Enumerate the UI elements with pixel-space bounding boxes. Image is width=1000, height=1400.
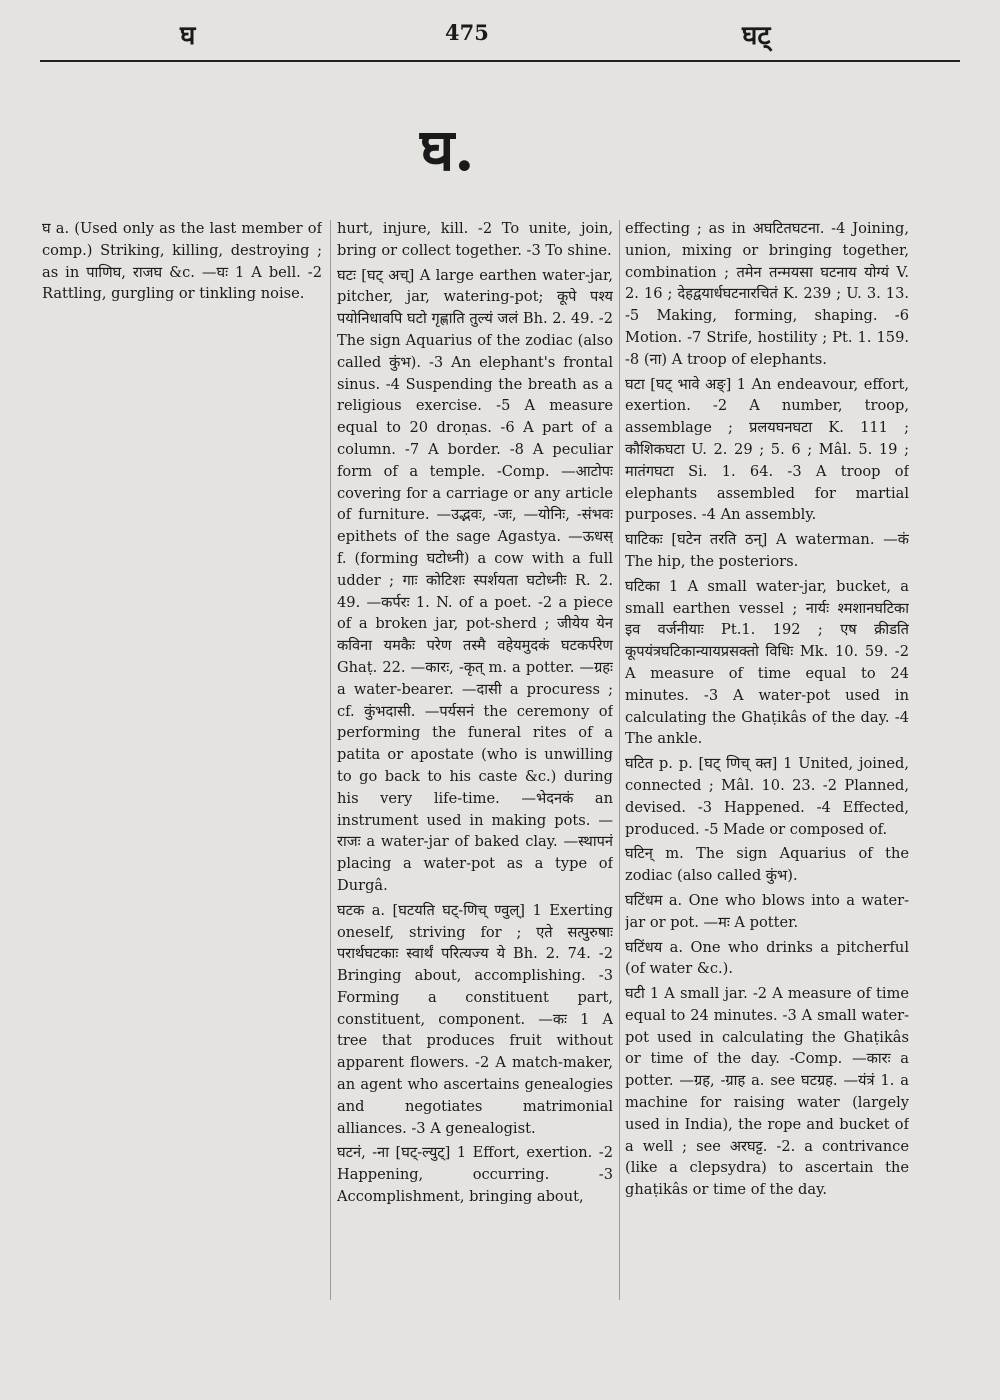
column-divider <box>619 220 620 1300</box>
dictionary-entry: घटित p. p. [घट् णिच् क्त] 1 United, joined, connected ; Mâl. 10. 23. -2 Planned, devised. -3 Happened. -4 Effected, produced. -5 Made or composed of. <box>625 755 909 838</box>
column-1 <box>42 218 322 1303</box>
page-number: 475 <box>445 20 489 45</box>
dictionary-entry: घटिंधय a. One who drinks a pitcherful (of water &c.). <box>625 938 909 978</box>
dictionary-entry: घटिंधम a. One who blows into a water-jar or pot. —मः A potter. <box>625 891 909 931</box>
page-header <box>40 14 960 54</box>
dictionary-entry: hurt, injure, kill. -2 To unite, join, bring or collect together. -3 To shine. <box>337 220 613 259</box>
header-rule <box>40 60 960 62</box>
dictionary-entry: घटक a. [घटयति घट्-णिच् ण्वुल्] 1 Exerting oneself, striving for ; एते सत्पुरुषाः परार्थघटकाः स्वार्थं परित्यज्य ये Bh. 2. 74. -2 Bringing about, accomplishing. -3 Forming a constituent part, constituent, component. —कः 1 A tree that produces fruit without apparent flowers. -2 A match-maker, an agent who ascertains genealogies and negotiates matrimonial alliances. -3 A genealogist. <box>337 901 613 1137</box>
dictionary-entry: घ a. (Used only as the last member of comp.) Striking, killing, destroying ; as in पाणिघ, राजघ &c. —घः 1 A bell. -2 Rattling, gurgling or tinkling noise. <box>42 220 322 303</box>
column-3 <box>625 218 909 1303</box>
dictionary-entry: घटा [घट् भावे अङ्] 1 An endeavour, effort, exertion. -2 A number, troop, assemblage ; प्रलयघनघटा K. 111 ; कौशिकघटा U. 2. 29 ; 5. 6 ; Mâl. 5. 19 ; मातंगघटा Si. 1. 64. -3 A troop of elephants assembled for martial purposes. -4 An assembly. <box>625 375 909 524</box>
dictionary-entry: effecting ; as in अघटितघटना. -4 Joining, union, mixing or bringing together, combination ; तमेन तन्मयसा घटनाय योग्यं V. 2. 16 ; देहद्वयार्धघटनारचितं K. 239 ; U. 3. 13. -5 Making, forming, shaping. -6 Motion. -7 Strife, hostility ; Pt. 1. 159. -8 (ना) A troop of elephants. <box>625 220 909 368</box>
section-letter: घ. <box>420 116 475 184</box>
dictionary-entry: घटिन् m. The sign Aquarius of the zodiac (also called कुंभ). <box>625 845 909 885</box>
right-guide-word: घट् <box>742 21 771 51</box>
dictionary-entry: घटिका 1 A small water-jar, bucket, a small earthen vessel ; नार्यः श्मशानघटिका इव वर्जनीयाः Pt.1. 192 ; एष क्रीडति कूपयंत्रघटिकान्यायप्रसक्तो विधिः Mk. 10. 59. -2 A measure of time equal to 24 minutes. -3 A water-pot used in calculating the Ghaṭikâs of the day. -4 The ankle. <box>625 577 909 748</box>
left-guide-word: घ <box>180 21 196 51</box>
dictionary-entry: घाटिकः [घटेन तरति ठन्] A waterman. —कं The hip, the posteriors. <box>625 531 909 570</box>
dictionary-entry: घटनं, -ना [घट्-ल्युट्] 1 Effort, exertion. -2 Happening, occurring. -3 Accomplishment, bringing about, <box>337 1144 613 1206</box>
dictionary-entry: घटी 1 A small jar. -2 A measure of time equal to 24 minutes. -3 A small water-pot used in calculating the Ghaṭikâs or time of the day. -Comp. —कारः a potter. —ग्रह, -ग्राह a. see घटग्रह. —यंत्रं 1. a machine for raising water (largely used in India), the rope and bucket of a well ; see अरघट्ट. -2. a contrivance (like a clepsydra) to ascertain the ghaṭikâs or time of the day. <box>625 985 909 1199</box>
dictionary-entry: घटः [घट् अच्] A large earthen water-jar, pitcher, jar, watering-pot; कूपे पश्य पयोनिधावपि घटो गृह्णाति तुल्यं जलं Bh. 2. 49. -2 The sign Aquarius of the zodiac (also called कुंभ). -3 An elephant's frontal sinus. -4 Suspending the breath as a religious exercise. -5 A measure equal to 20 droṇas. -6 A part of a column. -7 A border. -8 A peculiar form of a temple. -Comp. —आटोपः covering for a carriage or any article of furniture. —उद्भवः, -जः, —योनिः, -संभवः epithets of the sage Agastya. —ऊधस् f. (forming घटोध्नी) a cow with a full udder ; गाः कोटिशः स्पर्शयता घटोध्नीः R. 2. 49. —कर्परः 1. N. of a poet. -2 a piece of a broken jar, pot-sherd ; जीयेय येन कविना यमकैः परेण तस्मै वहेयमुदकं घटकर्परेण Ghaṭ. 22. —कारः, -कृत् m. a potter. —ग्रहः a water-bearer. —दासी a procuress ; cf. कुंभदासी. —पर्यसनं the ceremony of performing the funeral rites of a patita or apostate (who is unwilling to go back to his caste &c.) during his very life-time. —भेदनकं an instrument used in making pots. —राजः a water-jar of baked clay. —स्थापनं placing a water-pot as a type of Durgâ. <box>337 266 613 894</box>
column-2 <box>337 218 613 1303</box>
column-divider <box>330 220 331 1300</box>
